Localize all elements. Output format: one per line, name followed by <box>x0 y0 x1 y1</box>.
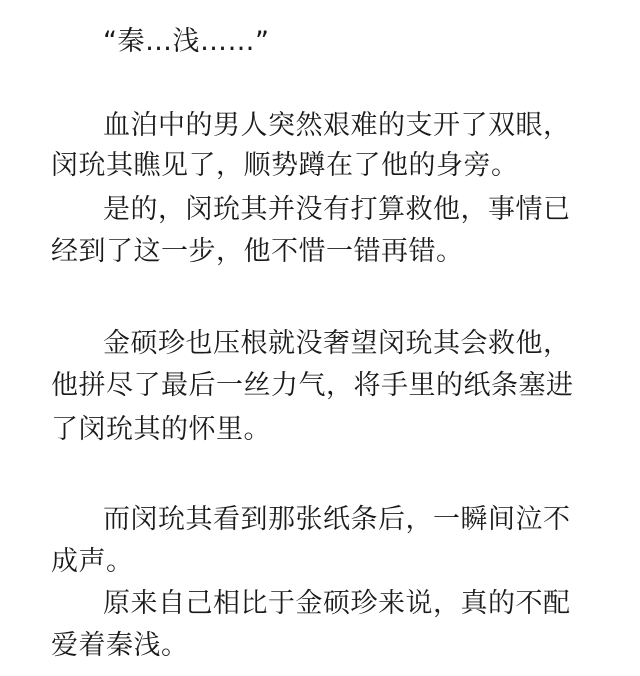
paragraph-line: 原来自己相比于金硕珍来说，真的不配 <box>103 588 571 619</box>
paragraph-line: 爱着秦浅。 <box>51 630 189 661</box>
paragraph-line: 了闵玧其的怀里。 <box>51 414 271 445</box>
paragraph-line: 闵玧其瞧见了，顺势蹲在了他的身旁。 <box>51 150 519 181</box>
dialogue-line: “秦…浅……” <box>103 26 270 57</box>
paragraph-line: 金硕珍也压根就没奢望闵玧其会救他， <box>103 328 571 359</box>
paragraph-line: 他拼尽了最后一丝力气，将手里的纸条塞进 <box>51 370 574 401</box>
paragraph-line: 是的，闵玧其并没有打算救他，事情已 <box>103 194 571 225</box>
paragraph-line: 而闵玧其看到那张纸条后，一瞬间泣不 <box>103 504 571 535</box>
paragraph-line: 血泊中的男人突然艰难的支开了双眼， <box>103 110 571 141</box>
paragraph-line: 经到了这一步，他不惜一错再错。 <box>51 236 464 267</box>
paragraph-line: 成声。 <box>51 546 134 577</box>
